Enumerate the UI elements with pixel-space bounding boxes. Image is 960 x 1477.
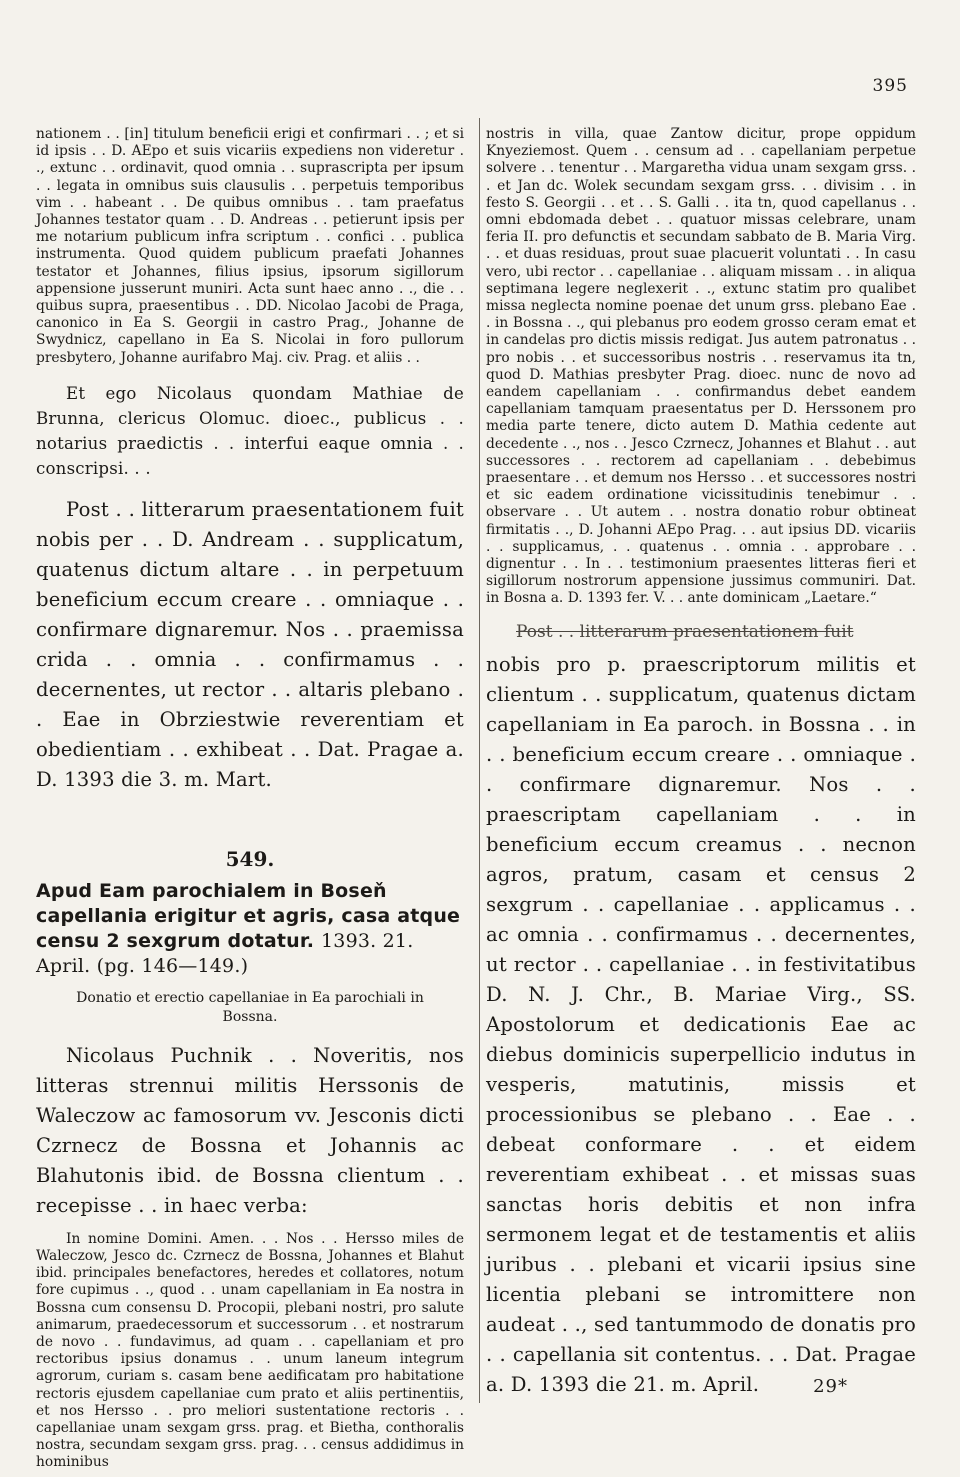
document-number: 549. bbox=[225, 846, 275, 871]
heading-date: 1393. 21. April. (pg. 146—149.) bbox=[36, 929, 414, 977]
page-number: 395 bbox=[872, 76, 908, 96]
notary-paragraph: Et ego Nicolaus quondam Mathiae de Brunna, clericus Olomuc. dioec., publicus . . notarius praedictis . . interfui eaque omnia . . conscripsi. . . bbox=[36, 383, 464, 478]
text-paragraph: Post . . litterarum praesentationem fuit nobis per . . D. Andream . . supplicatum, quatenus dictum altare . . in perpetuum beneficium eccum creare . . omniaque . . confirmare dignaremur. Nos . . praemissa crida . . omnia . . confirmamus . . decernentes, ut rector . . altaris plebano . . Eae in Obrziestwie reverentiam et obedientiam . . exhibeat . . Dat. Pragae a. D. 1393 die 3. m. Mart. bbox=[36, 497, 464, 791]
column-divider bbox=[479, 118, 480, 1403]
document-subtitle: Donatio et erectio capellaniae in Ea parochiali in Bossna. bbox=[76, 989, 424, 1025]
charter-paragraph: In nomine Domini. Amen. . . Nos . . Hersso miles de Waleczow, Jesco dc. Czrnecz de Bossna, Johannes et Blahut ibid. principales benefactores, heredes et collatores, notum fore cupimus . ., quod . . unam capellaniam in Ea nostra in Bossna cum consensu D. Procopii, plebani nostri, pro salute animarum, praedecessorum et successorum . . et nostrarum de novo . . fundavimus, ad quam . . capellaniam et pro rectoribus ipsius donamus . . unum laneum integrum agrorum, curiam s. casam bene aedificatam pro habitatione rectoris ejusdem capellaniae cum prato et aliis pertinentiis, et nos Hersso . . pro meliori sustentatione rectoris . . capellaniae unam sexgam grss. prag. et Bietha, conthoralis nostra, secundam sexgam grss. prag. . . census addidimus in hominibus bbox=[36, 1230, 464, 1471]
left-column bbox=[36, 126, 464, 1472]
heading-title: Apud Eam parochialem in Boseň capellania erigitur et agris, casa atque censu 2 sexgrum dotatur. bbox=[36, 879, 461, 952]
text-paragraph: nationem . . [in] titulum beneficii erigi et confirmari . . ; et si id ipsis . . D. AEpo et suis vicariis expediens non videretur . ., extunc . . ordinavit, quod omnia . . suprascripta per ipsum . . legata in omnibus suis clausulis . . perpetuis temporibus vim . . habeant . . De quibus omnibus . . tam praefatus Johannes testator quam . . D. Andreas . . petierunt ipsis per me notarium publicum infra scriptum . . confici . . publica instrumenta. Quod quidem publicum praefati Johannes testator et Johannes, filius ipsius, ipsorum sigillorum appensione jusserunt muniri. Acta sunt haec anno . ., die . . quibus supra, praesentibus . . DD. Nicolao Jacobi de Praga, canonico in Ea S. Georgii in castro Prag., Johanne de Swydnicz, capellano in Ea S. Nicolai in foro pullorum presbytero, Johanne aurifabro Maj. civ. Prag. et aliis . . bbox=[36, 126, 464, 366]
text-paragraph: nobis pro p. praescriptorum militis et clientum . . supplicatum, quatenus dictam capellaniam in Ea paroch. in Bossna . . in . . beneficium eccum creare . . omniaque . . confirmare dignaremur. Nos . . praescriptam capellaniam . . in beneficium eccum creamus . . necnon agros, pratum, casam et census 2 sexgrum . . capellaniae . . applicamus . . ac omnia . . confirmamus . . decernentes, ut rector . . capellaniae . . in festivitatibus D. N. J. Chr., B. Mariae Virg., SS. Apostolorum et dedicationis Eae ac diebus dominicis superpellicio indutus in vesperis, matutinis, missis et processionibus se plebano . . Eae . . debeat conformare . . et eidem reverentiam exhibeat . . et missas suas sanctas horis debitis et non infra sermonem legat et de testamentis et aliis juribus . . plebani et vicarii ipsius sine licentia plebani se intromittere non audeat . ., sed tantummodo de donatis pro . . capellania sit contentus. . . Dat. Pragae a. D. 1393 die 21. m. April. bbox=[486, 652, 916, 1396]
document-heading bbox=[36, 879, 464, 979]
charter-paragraph: nostris in villa, quae Zantow dicitur, prope oppidum Knyeziemost. Quem . . censum ad . . capellaniam perpetue solvere . . tenentur . . Margaretha vidua unam sexgam grss. . . et Jan dc. Wolek secundam sexgam grss. . . divisim . . in festo S. Georgii . . et . . S. Galli . . ita tn, quod capellanus . . omni ebdomada debet . . quatuor missas celebrare, unam feria II. pro defunctis et secundam sabbato de B. Maria Virg. . . et duas residuas, prout suae placuerit voluntati . . In casu vero, ubi rector . . capellaniae . . aliquam missam . . in aliqua septimana legere neglexerit . ., extunc statim pro qualibet missa neglecta nomine poenae det unum grss. plebano Eae . . in Bossna . ., qui plebanus pro eodem grosso ceram emat et in candelas pro dictis missis redigat. Jus autem patronatus . . pro nobis . . et successoribus nostris . . reservamus ita tn, quod D. Mathias presbyter Prag. dioec. nunc de novo ad eandem capellaniam . . confirmandus debet eandem capellaniam tamquam praesentatus per D. Herssonem pro media parte tenere, dicto autem D. Mathia cedente aut decedente . ., nos . . Jesco Czrnecz, Johannes et Blahut . . aut successores . . rectorem ad capellaniam . . debebimus praesentare . . et demum nos Hersso . . et successores nostri et sic eadem ordinatione vicissitudinis tenebimur . . observare . . Ut autem . . nostra donatio robur obtineat firmitatis . ., D. Johanni AEpo Prag. . . aut ipsius DD. vicariis . . supplicamus, . . quatenus . . omnia . . approbare . . dignentur . . In . . testimonium praesentes litteras fieri et sigillorum nostrorum appensione jussimus communiri. Dat. in Bosna a. D. 1393 fer. V. . . ante dominicam „Laetare.“ bbox=[486, 126, 916, 607]
signature-mark: 29* bbox=[813, 1376, 848, 1397]
struck-line: Post . . litterarum praesentationem fuit bbox=[516, 621, 854, 642]
right-column bbox=[486, 126, 916, 1400]
text-paragraph: Nicolaus Puchnik . . Noveritis, nos litteras strennui militis Herssonis de Waleczow ac famosorum vv. Jesconis dicti Czrnecz de Bossna et Johannis ac Blahutonis ibid. de Bossna clientum . . recepisse . . in haec verba: bbox=[36, 1043, 464, 1217]
